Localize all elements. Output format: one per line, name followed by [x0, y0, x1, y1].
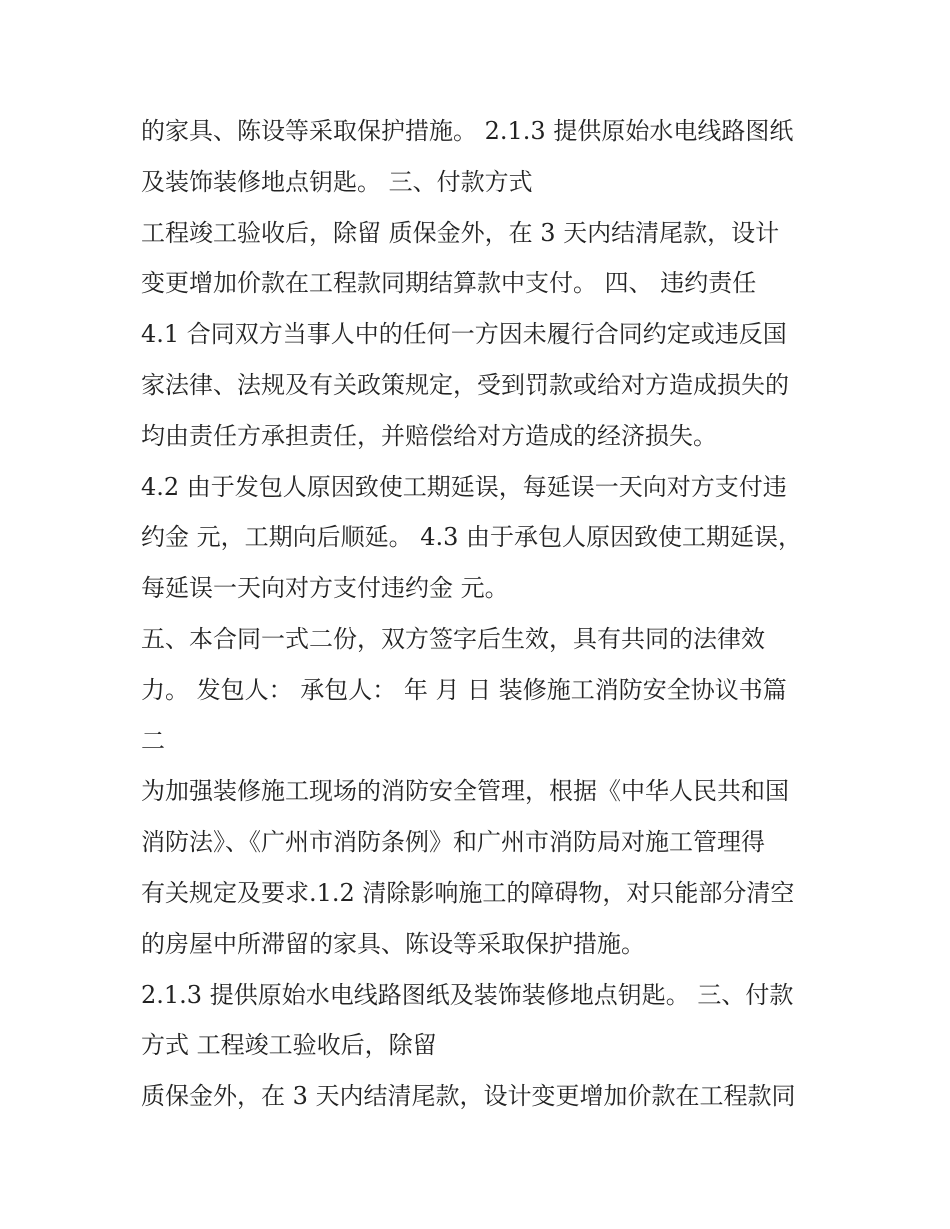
- text-line-6: 家法律、法规及有关政策规定，受到罚款或给对方造成损失的: [141, 370, 789, 399]
- text-line-7: 均由责任方承担责任，并赔偿给对方造成的经济损失。: [141, 421, 717, 450]
- text-line-18: 2.1.3 提供原始水电线路图纸及装饰装修地点钥匙。 三、付款: [141, 980, 794, 1009]
- text-line-17: 的房屋中所滞留的家具、陈设等采取保护措施。: [141, 929, 645, 958]
- text-line-9: 约金 元，工期向后顺延。 4.3 由于承包人原因致使工期延误，: [141, 523, 803, 552]
- text-line-1: 的家具、陈设等采取保护措施。 2.1.3 提供原始水电线路图纸: [141, 117, 794, 145]
- text-line-8: 4.2 由于发包人原因致使工期延误，每延误一天向对方支付违: [141, 472, 787, 501]
- text-line-19: 方式 工程竣工验收后，除留: [141, 1031, 437, 1060]
- text-line-4: 变更增加价款在工程款同期结算款中支付。 四、 违约责任: [141, 269, 757, 298]
- text-line-16: 有关规定及要求.1.2 清除影响施工的障碍物，对只能部分清空: [141, 878, 795, 907]
- text-line-14: 为加强装修施工现场的消防安全管理，根据《中华人民共和国: [141, 777, 789, 806]
- text-line-12: 力。 发包人： 承包人： 年 月 日 装修施工消防安全协议书篇: [141, 675, 787, 704]
- text-line-20: 质保金外，在 3 天内结清尾款，设计变更增加价款在工程款同: [141, 1082, 796, 1111]
- text-line-5: 4.1 合同双方当事人中的任何一方因未履行合同约定或违反国: [141, 320, 787, 349]
- text-line-15: 消防法》、《广州市消防条例》和广州市消防局对施工管理得: [141, 828, 765, 857]
- document-body: [141, 106, 821, 1122]
- text-line-2: 及装饰装修地点钥匙。 三、付款方式: [141, 167, 533, 196]
- text-line-11: 五、本合同一式二份，双方签字后生效，具有共同的法律效: [141, 624, 765, 653]
- text-line-10: 每延误一天向对方支付违约金 元。: [141, 574, 509, 603]
- text-line-13: 二: [141, 726, 165, 755]
- text-line-3: 工程竣工验收后，除留 质保金外，在 3 天内结清尾款，设计: [141, 218, 780, 247]
